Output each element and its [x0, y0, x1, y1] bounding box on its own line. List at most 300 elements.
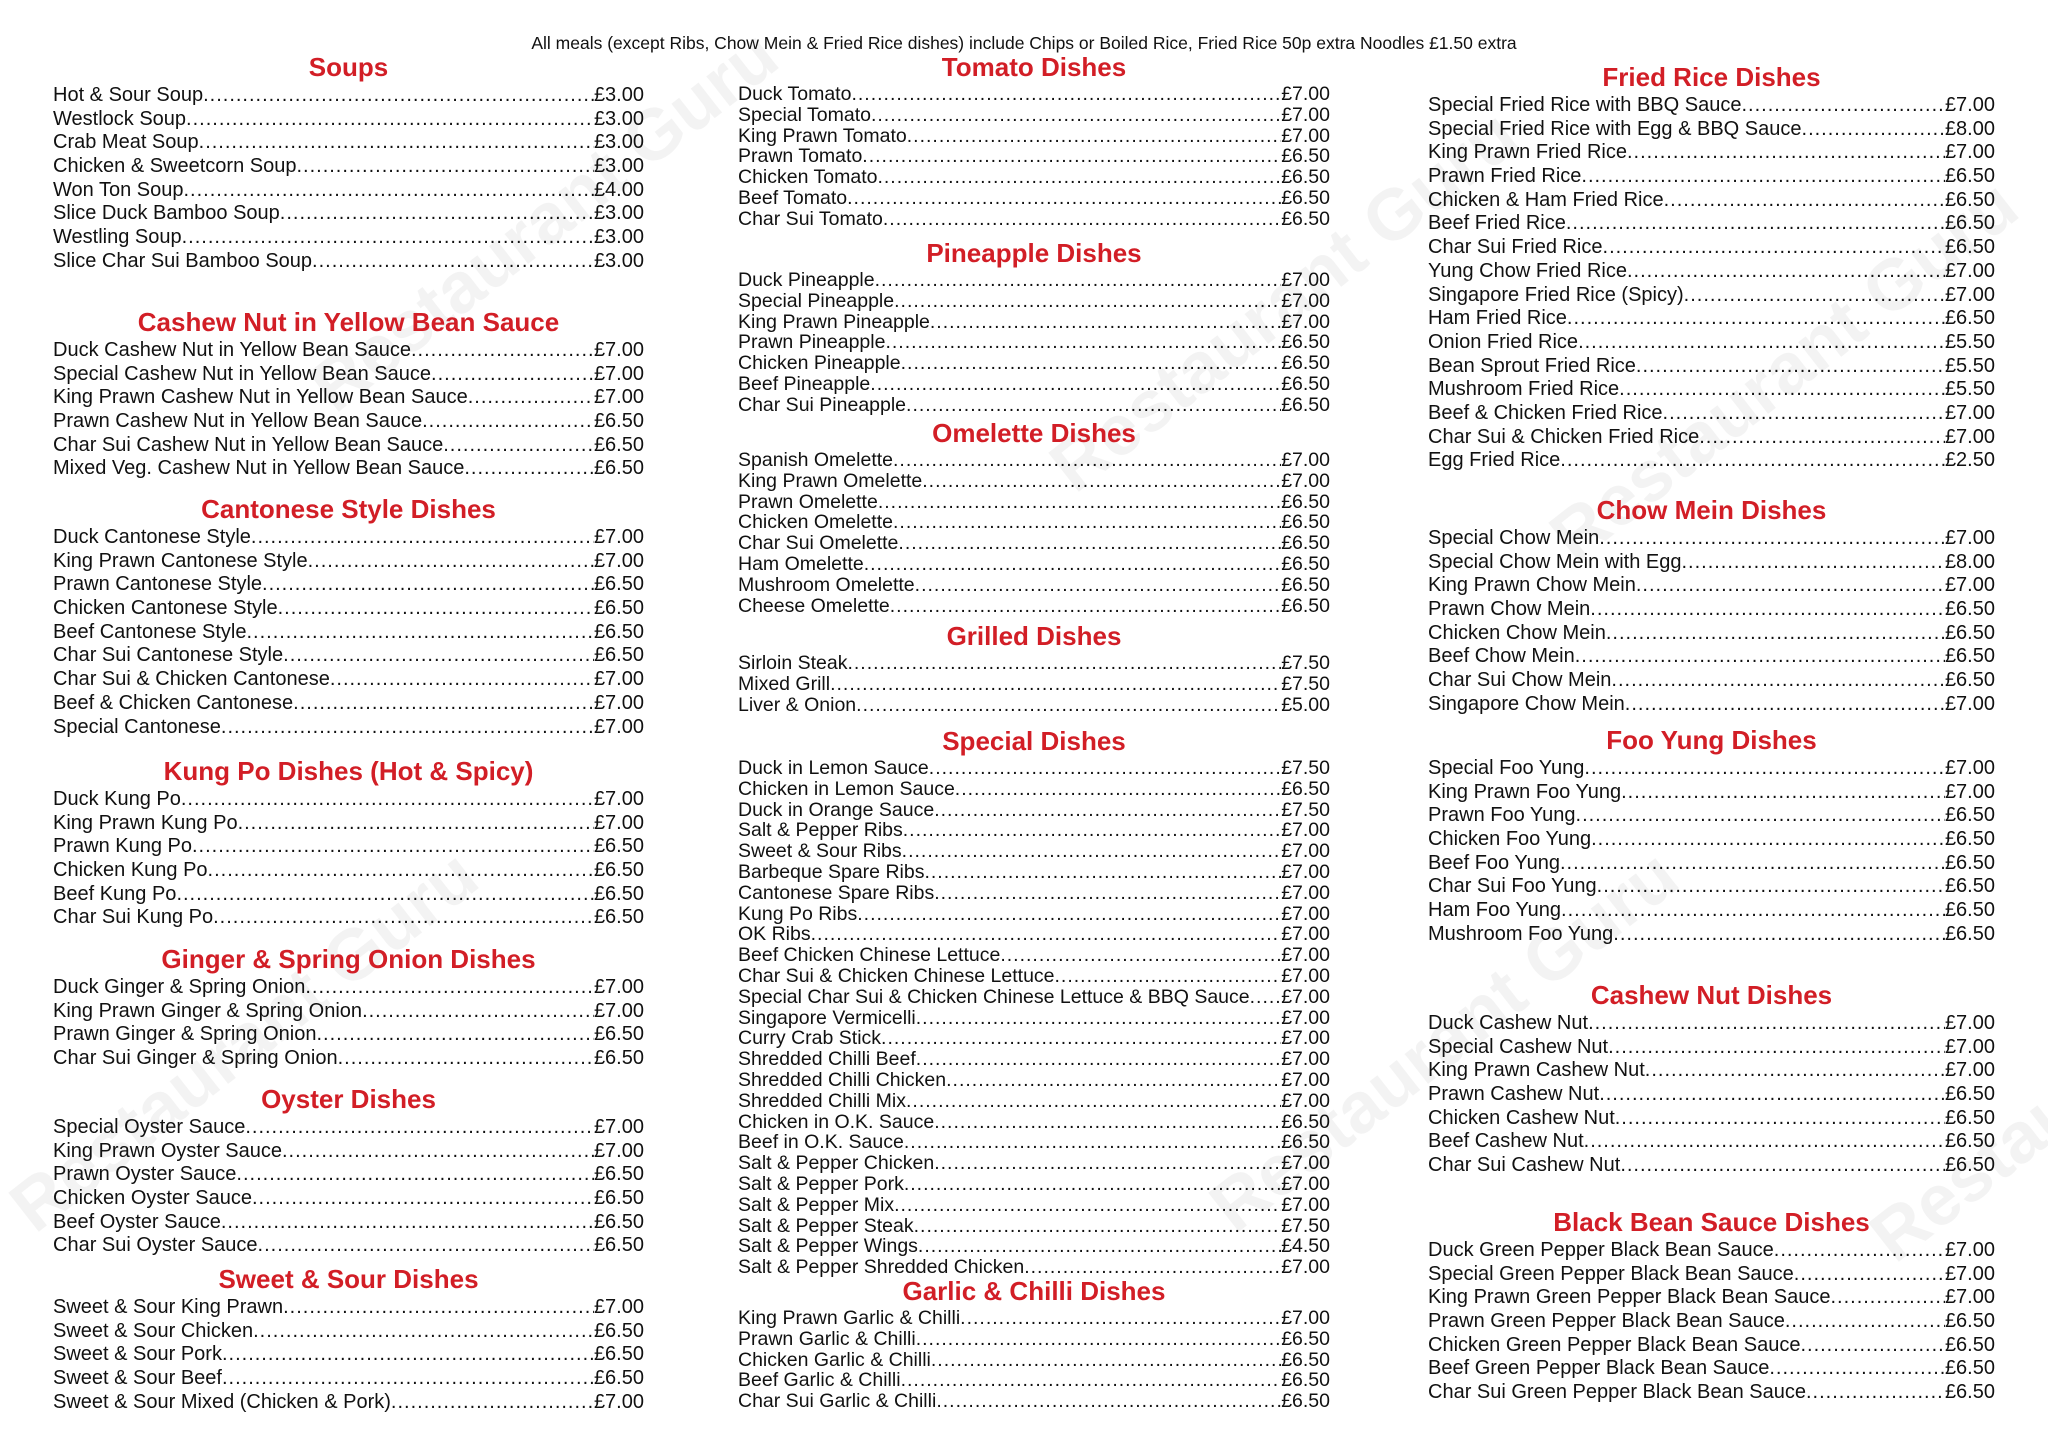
- menu-item-name: Sweet & Sour Chicken: [53, 1319, 254, 1342]
- menu-item-price: £6.50: [1281, 532, 1330, 555]
- menu-item-price: £6.50: [1281, 1131, 1330, 1154]
- menu-item-list: [1428, 1012, 1995, 1178]
- dot-leader: [934, 800, 1281, 821]
- menu-item-name: Prawn Fried Rice: [1428, 165, 1582, 188]
- menu-item: [738, 924, 1330, 945]
- menu-item-name: Char Sui Omelette: [738, 532, 899, 555]
- menu-item: [1428, 307, 1995, 331]
- dot-leader: [1699, 426, 1945, 450]
- menu-item-price: £7.00: [1944, 780, 1995, 803]
- menu-item: [1428, 331, 1995, 355]
- menu-item-price: £6.50: [1281, 1110, 1330, 1133]
- menu-item: [738, 492, 1330, 513]
- menu-item-price: £4.50: [1281, 1235, 1330, 1258]
- menu-item-price: £7.00: [1944, 94, 1995, 116]
- section-title: Ginger & Spring Onion Dishes: [161, 944, 536, 974]
- menu-item-name: Salt & Pepper Steak: [738, 1214, 914, 1237]
- dot-leader: [1599, 1083, 1945, 1107]
- section-title: Black Bean Sauce Dishes: [1553, 1207, 1870, 1237]
- menu-item-price: £6.50: [1944, 804, 1995, 827]
- dot-leader: [902, 841, 1282, 862]
- menu-item-price: £7.00: [1944, 1239, 1995, 1261]
- menu-item-name: Beef Chow Mein: [1428, 645, 1575, 668]
- section-title: Cashew Nut Dishes: [1590, 980, 1833, 1010]
- menu-item-price: £6.50: [593, 1210, 644, 1233]
- menu-item: [738, 904, 1330, 925]
- menu-item-price: £7.00: [593, 1296, 644, 1318]
- menu-item: [53, 1140, 644, 1164]
- menu-section: [53, 1262, 644, 1414]
- menu-item: [1428, 1012, 1995, 1036]
- menu-item-name: King Prawn Foo Yung: [1428, 780, 1622, 803]
- menu-item-name: Prawn Cashew Nut: [1428, 1083, 1600, 1106]
- menu-item-price: £6.50: [1281, 552, 1330, 575]
- section-title: Cantonese Style Dishes: [201, 494, 496, 524]
- menu-item: [1428, 1130, 1995, 1154]
- menu-item: [53, 1391, 644, 1415]
- menu-item-price: £6.50: [593, 1187, 644, 1210]
- menu-item: [1428, 852, 1995, 876]
- dot-leader: [929, 758, 1281, 779]
- menu-item-price: £7.00: [1281, 1048, 1330, 1071]
- menu-item-name: Shredded Chilli Beef: [738, 1048, 916, 1071]
- menu-item: [53, 363, 644, 387]
- menu-item: [1428, 598, 1995, 622]
- menu-item: [1428, 378, 1995, 402]
- dot-leader: [862, 146, 1281, 167]
- menu-item-price: £7.00: [593, 362, 644, 385]
- menu-item-list: [53, 84, 644, 274]
- menu-item-name: Prawn Oyster Sauce: [53, 1163, 237, 1186]
- menu-item-name: Beef Garlic & Chilli: [738, 1369, 901, 1392]
- menu-item-name: Special Chow Mein with Egg: [1428, 550, 1682, 573]
- menu-item-price: £7.00: [1281, 840, 1330, 863]
- menu-item-list: [1428, 1239, 1995, 1405]
- menu-item: [738, 820, 1330, 841]
- menu-item-name: King Prawn Oyster Sauce: [53, 1139, 282, 1162]
- menu-item-price: £8.00: [1944, 550, 1995, 573]
- dot-leader: [918, 1236, 1281, 1257]
- menu-item: [53, 155, 644, 179]
- dot-leader: [1620, 1154, 1945, 1178]
- menu-item-name: Sweet & Sour Mixed (Chicken & Pork): [53, 1390, 391, 1413]
- menu-item: [1428, 899, 1995, 923]
- menu-item-name: Prawn Green Pepper Black Bean Sauce: [1428, 1310, 1785, 1333]
- section-title: Grilled Dishes: [946, 621, 1122, 651]
- menu-item: [53, 250, 644, 274]
- menu-section: [1428, 723, 1995, 947]
- menu-item-list: [53, 526, 644, 739]
- menu-item-name: Char Sui Oyster Sauce: [53, 1234, 258, 1257]
- menu-item: [1428, 781, 1995, 805]
- dot-leader: [960, 1308, 1281, 1329]
- menu-item: [53, 457, 644, 481]
- menu-item-name: Beef Cashew Nut: [1428, 1130, 1584, 1153]
- dot-leader: [878, 492, 1281, 513]
- dot-leader: [1055, 966, 1282, 987]
- menu-item-price: £6.50: [1281, 490, 1330, 513]
- dot-leader: [186, 108, 594, 132]
- menu-item-name: Char Sui Kung Po: [53, 906, 214, 929]
- dot-leader: [864, 554, 1281, 575]
- menu-item-price: £7.00: [1281, 1068, 1330, 1091]
- menu-item-name: Special Cantonese: [53, 715, 221, 738]
- dot-leader: [1636, 355, 1945, 379]
- section-title: Fried Rice Dishes: [1602, 62, 1821, 92]
- dot-leader: [1794, 1263, 1945, 1287]
- menu-item-price: £6.50: [593, 906, 644, 929]
- menu-item-price: £6.50: [593, 410, 644, 433]
- menu-item: [738, 966, 1330, 987]
- menu-item: [53, 906, 644, 930]
- menu-item-price: £7.00: [1281, 902, 1330, 925]
- menu-item-price: £6.50: [1281, 352, 1330, 375]
- menu-item-price: £7.00: [1944, 401, 1995, 424]
- menu-item-name: Duck Cashew Nut in Yellow Bean Sauce: [53, 339, 411, 361]
- menu-item-name: Singapore Vermicelli: [738, 1006, 916, 1029]
- menu-item: [738, 1070, 1330, 1091]
- section-title: Oyster Dishes: [261, 1084, 436, 1114]
- menu-item: [53, 526, 644, 550]
- dot-leader: [1802, 118, 1945, 142]
- menu-item: [738, 554, 1330, 575]
- menu-item: [1428, 1083, 1995, 1107]
- dot-leader: [1591, 828, 1945, 852]
- menu-item-name: King Prawn Garlic & Chilli: [738, 1307, 961, 1329]
- dot-leader: [1560, 449, 1945, 473]
- menu-item-name: Bean Sprout Fried Rice: [1428, 354, 1636, 377]
- dot-leader: [1611, 669, 1945, 693]
- dot-leader: [1576, 804, 1945, 828]
- menu-item: [53, 621, 644, 645]
- menu-item: [738, 841, 1330, 862]
- menu-item: [53, 226, 644, 250]
- menu-item: [738, 1049, 1330, 1070]
- menu-item: [53, 1211, 644, 1235]
- menu-item: [53, 131, 644, 155]
- menu-item-price: £6.50: [1944, 851, 1995, 874]
- menu-section: [738, 1274, 1330, 1412]
- menu-item-price: £3.00: [593, 202, 644, 225]
- dot-leader: [857, 904, 1281, 925]
- menu-item-price: £6.50: [593, 1367, 644, 1390]
- dot-leader: [246, 621, 593, 645]
- dot-leader: [1785, 1310, 1945, 1334]
- menu-item-name: Chicken Tomato: [738, 166, 878, 189]
- dot-leader: [922, 471, 1281, 492]
- menu-item: [738, 450, 1330, 471]
- menu-item-price: £7.00: [1944, 141, 1995, 164]
- menu-item-price: £7.00: [1281, 860, 1330, 883]
- menu-item-name: King Prawn Pineapple: [738, 310, 930, 333]
- menu-item: [53, 644, 644, 668]
- menu-item-name: King Prawn Omelette: [738, 469, 923, 492]
- menu-item: [738, 758, 1330, 779]
- menu-item-price: £7.00: [593, 668, 644, 691]
- menu-item: [53, 1116, 644, 1140]
- menu-item-price: £8.00: [1944, 117, 1995, 140]
- menu-item-name: Special Foo Yung: [1428, 757, 1585, 779]
- menu-item-price: £6.50: [1281, 372, 1330, 395]
- dot-leader: [1681, 551, 1944, 575]
- menu-item: [738, 312, 1330, 333]
- menu-item-list: [1428, 94, 1995, 473]
- menu-item: [738, 862, 1330, 883]
- menu-item-name: Char Sui & Chicken Cantonese: [53, 668, 330, 691]
- section-title: Soups: [308, 52, 389, 82]
- dot-leader: [1588, 1012, 1945, 1036]
- dot-leader: [883, 209, 1281, 230]
- menu-item: [738, 533, 1330, 554]
- menu-item: [738, 188, 1330, 209]
- menu-item: [1428, 355, 1995, 379]
- menu-item-price: £4.00: [593, 178, 644, 201]
- menu-item: [738, 1236, 1330, 1257]
- menu-item: [53, 550, 644, 574]
- menu-item: [738, 1174, 1330, 1195]
- dot-leader: [924, 862, 1281, 883]
- menu-item-name: Special Chow Mein: [1428, 527, 1600, 549]
- menu-item-name: Duck Ginger & Spring Onion: [53, 976, 306, 998]
- menu-item: [1428, 212, 1995, 236]
- dot-leader: [1627, 141, 1945, 165]
- dot-leader: [411, 339, 594, 363]
- dot-leader: [894, 1195, 1281, 1216]
- dot-leader: [1599, 527, 1945, 551]
- menu-item: [738, 146, 1330, 167]
- menu-item-name: Prawn Ginger & Spring Onion: [53, 1023, 317, 1046]
- menu-item-price: £5.50: [1944, 354, 1995, 377]
- dot-leader: [1663, 402, 1945, 426]
- dot-leader: [213, 906, 594, 930]
- menu-item-name: Mushroom Omelette: [738, 573, 915, 596]
- menu-item-price: £6.50: [1944, 1106, 1995, 1129]
- dot-leader: [1645, 1059, 1945, 1083]
- menu-item-price: £7.50: [1281, 672, 1330, 695]
- menu-item-price: £5.50: [1944, 378, 1995, 401]
- menu-item-price: £6.50: [1281, 331, 1330, 354]
- menu-item-price: £7.00: [1281, 819, 1330, 842]
- menu-item-name: Slice Duck Bamboo Soup: [53, 202, 280, 225]
- menu-item: [53, 835, 644, 859]
- dot-leader: [906, 395, 1281, 416]
- dot-leader: [1560, 852, 1945, 876]
- dot-leader: [1613, 923, 1945, 947]
- menu-section: [738, 416, 1330, 616]
- menu-item-name: Shredded Chilli Mix: [738, 1089, 906, 1112]
- menu-item: [738, 1308, 1330, 1329]
- dot-leader: [916, 1049, 1281, 1070]
- menu-item: [53, 1296, 644, 1320]
- menu-item-list: [738, 84, 1330, 230]
- menu-item-price: £7.00: [593, 811, 644, 834]
- menu-item-name: Ham Fried Rice: [1428, 307, 1567, 330]
- menu-item-price: £7.00: [1944, 692, 1995, 715]
- menu-item-name: Char Sui Pineapple: [738, 393, 907, 416]
- menu-section: [1428, 1205, 1995, 1405]
- menu-section: [53, 305, 644, 481]
- menu-item-name: Curry Crab Stick: [738, 1027, 882, 1050]
- dot-leader: [1627, 260, 1945, 284]
- dot-leader: [312, 250, 594, 274]
- menu-section: [738, 724, 1330, 1278]
- dot-leader: [262, 573, 594, 597]
- menu-item: [1428, 1239, 1995, 1263]
- menu-item: [738, 653, 1330, 674]
- dot-leader: [894, 291, 1281, 312]
- menu-item-price: £6.50: [593, 620, 644, 643]
- menu-item-name: Beef & Chicken Fried Rice: [1428, 401, 1663, 424]
- menu-item-name: Beef Green Pepper Black Bean Sauce: [1428, 1357, 1770, 1380]
- menu-item-name: Duck Pineapple: [738, 269, 875, 291]
- menu-item: [1428, 165, 1995, 189]
- menu-item: [1428, 260, 1995, 284]
- menu-item-price: £7.00: [1281, 103, 1330, 126]
- menu-item-price: £6.50: [1944, 165, 1995, 188]
- menu-item-price: £6.50: [1281, 573, 1330, 596]
- dot-leader: [245, 1116, 594, 1140]
- menu-item: [1428, 426, 1995, 450]
- menu-item-price: £6.50: [1944, 645, 1995, 668]
- menu-item-name: Chicken in O.K. Sauce: [738, 1110, 935, 1133]
- section-title: Cashew Nut in Yellow Bean Sauce: [137, 307, 560, 337]
- dot-leader: [251, 526, 594, 550]
- menu-item-price: £7.00: [1281, 944, 1330, 967]
- menu-section: [738, 50, 1330, 230]
- dot-leader: [856, 695, 1281, 716]
- menu-item-name: Chicken & Sweetcorn Soup: [53, 155, 297, 178]
- menu-item: [738, 209, 1330, 230]
- menu-section: [738, 236, 1330, 416]
- menu-item-name: Shredded Chilli Chicken: [738, 1068, 947, 1091]
- menu-item-price: £7.00: [593, 386, 644, 409]
- menu-item-list: [738, 1308, 1330, 1412]
- menu-item: [53, 692, 644, 716]
- menu-section: [53, 50, 644, 274]
- menu-item: [738, 883, 1330, 904]
- dot-leader: [877, 167, 1281, 188]
- dot-leader: [192, 835, 594, 859]
- menu-section: [1428, 60, 1995, 473]
- dot-leader: [931, 1350, 1281, 1371]
- menu-item: [738, 395, 1330, 416]
- menu-item-name: Chicken Cantonese Style: [53, 597, 278, 620]
- dot-leader: [391, 1391, 594, 1415]
- menu-item-name: Kung Po Ribs: [738, 902, 858, 925]
- menu-section: [53, 754, 644, 930]
- menu-item-name: Prawn Foo Yung: [1428, 804, 1576, 827]
- menu-item: [53, 1187, 644, 1211]
- menu-item-name: Cantonese Spare Ribs: [738, 881, 935, 904]
- menu-item-price: £6.50: [1944, 1357, 1995, 1380]
- menu-item-list: [738, 270, 1330, 416]
- dot-leader: [316, 1023, 593, 1047]
- dot-leader: [1578, 331, 1945, 355]
- menu-item-name: Char Sui Garlic & Chilli: [738, 1390, 937, 1413]
- menu-item-name: Duck Green Pepper Black Bean Sauce: [1428, 1239, 1774, 1261]
- menu-item-price: £6.50: [593, 1343, 644, 1366]
- menu-item: [53, 573, 644, 597]
- menu-item-price: £6.50: [1944, 1083, 1995, 1106]
- dot-leader: [222, 1343, 594, 1367]
- menu-item-name: Singapore Fried Rice (Spicy): [1428, 283, 1684, 306]
- menu-item-name: Singapore Chow Mein: [1428, 692, 1625, 715]
- menu-item-list: [53, 976, 644, 1071]
- dot-leader: [875, 270, 1282, 291]
- menu-item-price: £7.00: [1281, 449, 1330, 471]
- menu-item-price: £7.00: [1944, 1035, 1995, 1058]
- menu-item-price: £7.00: [593, 549, 644, 572]
- menu-item: [1428, 1357, 1995, 1381]
- menu-item-price: £3.00: [593, 226, 644, 249]
- dot-leader: [1000, 945, 1281, 966]
- menu-item-name: Char Sui Ginger & Spring Onion: [53, 1047, 338, 1070]
- menu-item-name: Yung Chow Fried Rice: [1428, 259, 1627, 282]
- menu-item: [738, 353, 1330, 374]
- dot-leader: [181, 788, 594, 812]
- dot-leader: [847, 653, 1281, 674]
- menu-item-name: Special Pineapple: [738, 289, 895, 312]
- menu-item: [1428, 1286, 1995, 1310]
- menu-item-name: Onion Fried Rice: [1428, 330, 1579, 353]
- menu-item: [738, 374, 1330, 395]
- menu-item-price: £6.50: [1944, 1381, 1995, 1404]
- menu-item-price: £6.50: [593, 1234, 644, 1257]
- menu-item-price: £7.00: [1944, 1012, 1995, 1034]
- menu-item-price: £6.50: [1281, 777, 1330, 800]
- menu-item-price: £7.00: [1944, 259, 1995, 282]
- dot-leader: [901, 353, 1282, 374]
- dot-leader: [283, 644, 594, 668]
- menu-item-name: Beef & Chicken Cantonese: [53, 691, 294, 714]
- menu-item-name: Won Ton Soup: [53, 178, 184, 201]
- menu-item-name: King Prawn Chow Mein: [1428, 574, 1636, 597]
- menu-item-name: Sweet & Sour Beef: [53, 1367, 222, 1390]
- menu-item: [1428, 645, 1995, 669]
- dot-leader: [208, 859, 594, 883]
- menu-item: [738, 1112, 1330, 1133]
- dot-leader: [203, 84, 594, 108]
- menu-item-price: £7.00: [593, 1390, 644, 1413]
- menu-item-price: £7.00: [1281, 1193, 1330, 1216]
- dot-leader: [1800, 1334, 1944, 1358]
- menu-item-price: £6.50: [1281, 145, 1330, 168]
- menu-item-price: £7.00: [593, 715, 644, 738]
- menu-item-price: £7.00: [1281, 1027, 1330, 1050]
- menu-item-name: Prawn Pineapple: [738, 331, 886, 354]
- menu-item: [1428, 574, 1995, 598]
- menu-item: [738, 291, 1330, 312]
- dot-leader: [283, 1296, 594, 1320]
- menu-item-list: [1428, 757, 1995, 947]
- dot-leader: [893, 450, 1281, 471]
- menu-item: [1428, 189, 1995, 213]
- dot-leader: [934, 883, 1281, 904]
- menu-item-name: Westlock Soup: [53, 107, 187, 130]
- menu-section: [53, 942, 644, 1071]
- menu-item-price: £6.50: [1944, 1310, 1995, 1333]
- menu-item-price: £7.00: [1281, 83, 1330, 105]
- menu-item-name: Duck Cashew Nut: [1428, 1012, 1589, 1034]
- dot-leader: [293, 692, 594, 716]
- menu-item: [53, 597, 644, 621]
- menu-item-list: [53, 1296, 644, 1414]
- menu-item-name: Egg Fried Rice: [1428, 449, 1561, 472]
- menu-item-price: £6.50: [1944, 307, 1995, 330]
- dot-leader: [915, 575, 1282, 596]
- menu-item: [53, 1047, 644, 1071]
- menu-item: [1428, 1154, 1995, 1178]
